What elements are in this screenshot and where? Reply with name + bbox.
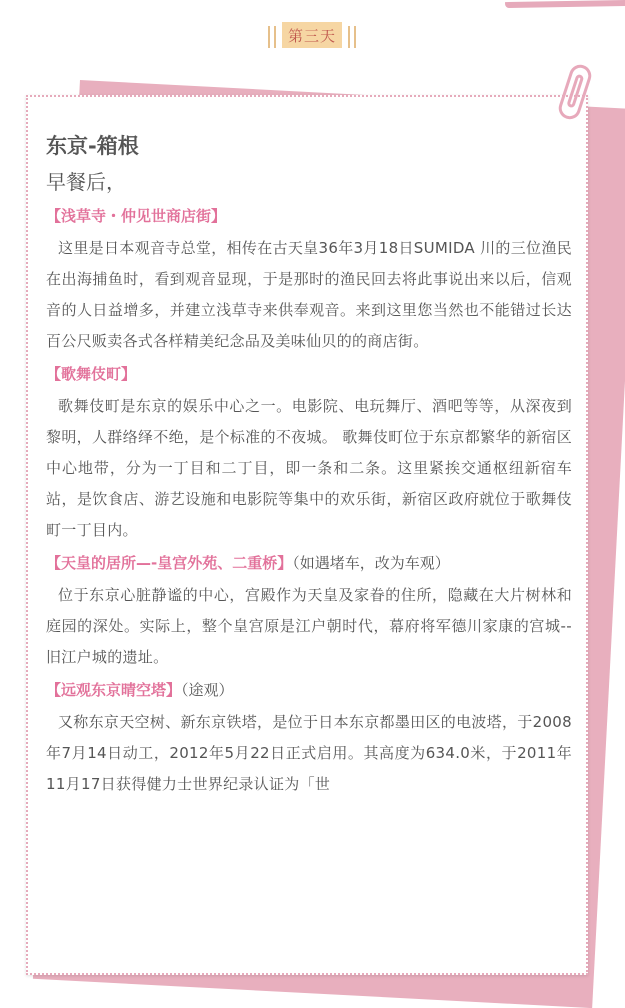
section-heading-text: 【天皇的居所—-皇宫外苑、二重桥】 — [46, 554, 293, 572]
tag-lines-left — [268, 26, 276, 48]
section-text-kabukicho: 歌舞伎町是东京的娱乐中心之一。电影院、电玩舞厅、酒吧等等，从深夜到黎明，人群络绎不绝，是个标准的不夜城。 歌舞伎町位于东京都繁华的新宿区中心地带，分为一丁目和二丁目，即一条和二条。这里紧挨交通枢纽新宿车站，是饮食店、游艺设施和电影院等集中的欢乐街，新宿区政府就位于歌舞伎町一丁目内。 — [46, 397, 572, 539]
section-heading-imperial-palace — [46, 550, 572, 576]
section-heading-text: 【歌舞伎町】 — [46, 365, 137, 383]
section-heading-text: 【浅草寺・仲见世商店街】 — [46, 207, 227, 225]
itinerary-content — [46, 127, 572, 804]
day-tag-label: 第三天 — [282, 22, 342, 48]
corner-decoration — [505, 0, 625, 8]
section-heading-sensoji — [46, 203, 572, 229]
tag-lines-right — [348, 26, 356, 48]
itinerary-card — [26, 95, 588, 975]
section-heading-note: （如遇堵车，改为车观） — [292, 554, 450, 572]
meal-note: 早餐后， — [46, 170, 126, 194]
section-text-imperial-palace: 位于东京心脏静谧的中心，宫殿作为天皇及家眷的住所，隐藏在大片树林和庭园的深处。实际上，整个皇宫原是江户朝时代，幕府将军德川家康的宫城--旧江户城的遗址。 — [46, 586, 572, 666]
day-tag — [268, 20, 356, 50]
section-heading-skytree — [46, 677, 572, 703]
section-text-skytree: 又称东京天空树、新东京铁塔，是位于日本东京都墨田区的电波塔，于2008年7月14日动工，2012年5月22日正式启用。其高度为634.0米，于2011年11月17日获得健力士世界纪录认证为「世 — [46, 713, 572, 793]
route-title: 东京-箱根 — [46, 134, 139, 158]
section-text-sensoji: 这里是日本观音寺总堂，相传在古天皇36年3月18日SUMIDA 川的三位渔民在出海捕鱼时，看到观音显现，于是那时的渔民回去将此事说出来以后，信观音的人日益增多，并建立浅草寺来供奉观音。来到这里您当然也不能错过长达百公尺贩卖各式各样精美纪念品及美味仙贝的的商店街。 — [46, 239, 572, 350]
section-heading-note: （途观） — [181, 681, 234, 699]
section-heading-text: 【远观东京晴空塔】 — [46, 681, 182, 699]
section-heading-kabukicho — [46, 361, 572, 387]
